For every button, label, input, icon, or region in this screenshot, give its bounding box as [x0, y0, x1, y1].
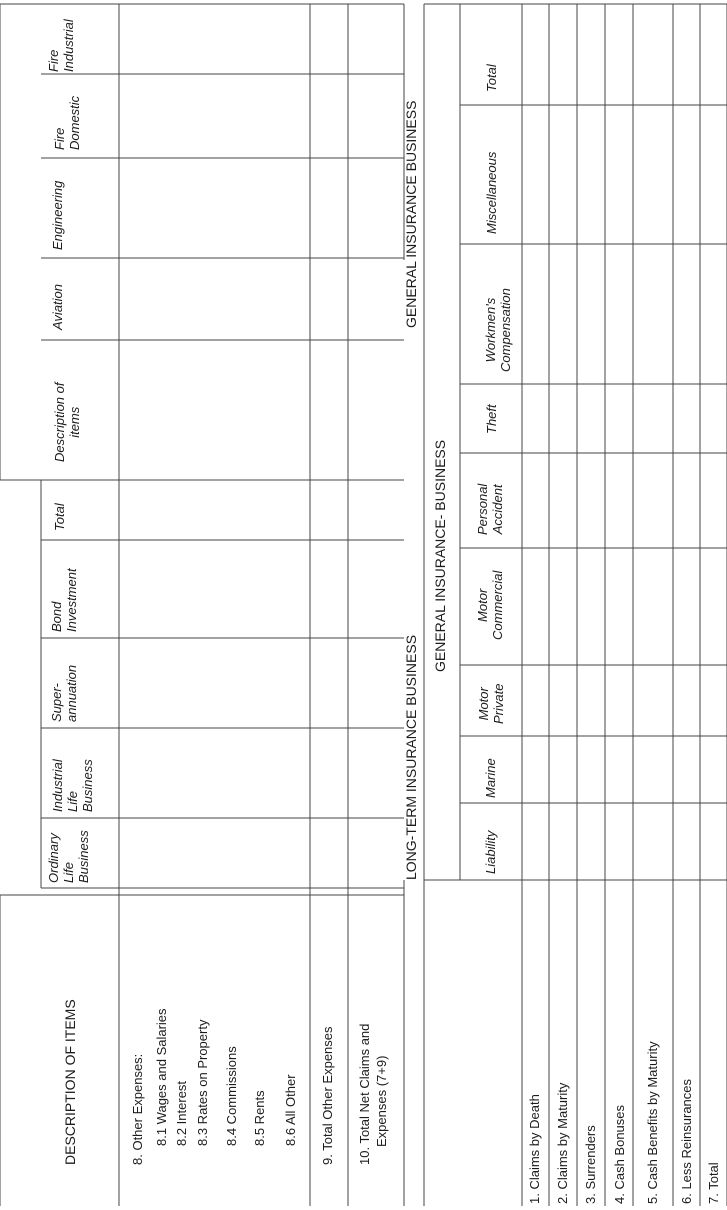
col-motor-commercial: Motor Commercial	[475, 570, 505, 640]
general-top-title: GENERAL INSURANCE BUSINESS	[403, 100, 419, 328]
col-workmens-compensation: Workmen's Compensation	[483, 288, 513, 372]
row-10-total-net: 10. Total Net Claims and	[357, 1023, 372, 1165]
row-8-1: 8.1 Wages and Salaries	[154, 1008, 169, 1146]
col-superannuation: Super- annuation	[49, 664, 79, 722]
col-total-long-term: Total	[52, 503, 67, 531]
col-description-of-items: Description of items	[52, 382, 82, 462]
col-aviation: Aviation	[50, 283, 65, 330]
col-fire-industrial: Fire Industrial	[46, 19, 76, 72]
row-6-less-reinsurances: 6. Less Reinsurances	[679, 1078, 694, 1204]
row-4-cash-bonuses: 4. Cash Bonuses	[612, 1104, 627, 1204]
col-ordinary-life: Ordinary Life Business	[46, 830, 91, 883]
col-miscellaneous: Miscellaneous	[484, 151, 499, 234]
row-10-total-net-cont: Expenses (7+9)	[374, 1055, 389, 1147]
col-motor-private: Motor Private	[476, 683, 506, 724]
row-8-4: 8.4 Commissions	[224, 1046, 239, 1146]
row-5-cash-benefits: 5. Cash Benefits by Maturity	[645, 1041, 660, 1204]
row-8-6: 8.6 All Other	[283, 1074, 298, 1146]
col-bond-investment: Bond Investment	[49, 568, 79, 632]
row-8-2: 8.2 Interest	[174, 1080, 189, 1146]
col-personal-accident: Personal Accident	[475, 483, 505, 535]
row-3-surrenders: 3. Surrenders	[583, 1125, 598, 1204]
col-marine: Marine	[483, 758, 498, 798]
col-industrial-life: Industrial Life Business	[50, 759, 95, 812]
general-bottom-title: GENERAL INSURANCE- BUSINESS	[432, 439, 448, 672]
col-theft: Theft	[484, 404, 499, 434]
col-engineering: Engineering	[50, 180, 65, 250]
row-9-total-other: 9. Total Other Expenses	[320, 1026, 335, 1165]
row-1-claims-by-death: 1. Claims by Death	[527, 1094, 542, 1204]
row-7-total: 7. Total	[706, 1162, 721, 1204]
col-total-general: Total	[484, 64, 499, 92]
long-term-title: LONG-TERM INSURANCE BUSINESS	[403, 634, 419, 880]
col-liability: Liability	[483, 830, 498, 874]
row-8-other-expenses: 8. Other Expenses:	[130, 1053, 145, 1165]
row-8-3: 8.3 Rates on Property	[195, 1019, 210, 1146]
row-8-5: 8.5 Rents	[252, 1090, 267, 1146]
description-header: DESCRIPTION OF ITEMS	[62, 999, 78, 1165]
col-fire-domestic: Fire Domestic	[52, 95, 82, 150]
row-2-claims-by-maturity: 2. Claims by Maturity	[555, 1082, 570, 1204]
